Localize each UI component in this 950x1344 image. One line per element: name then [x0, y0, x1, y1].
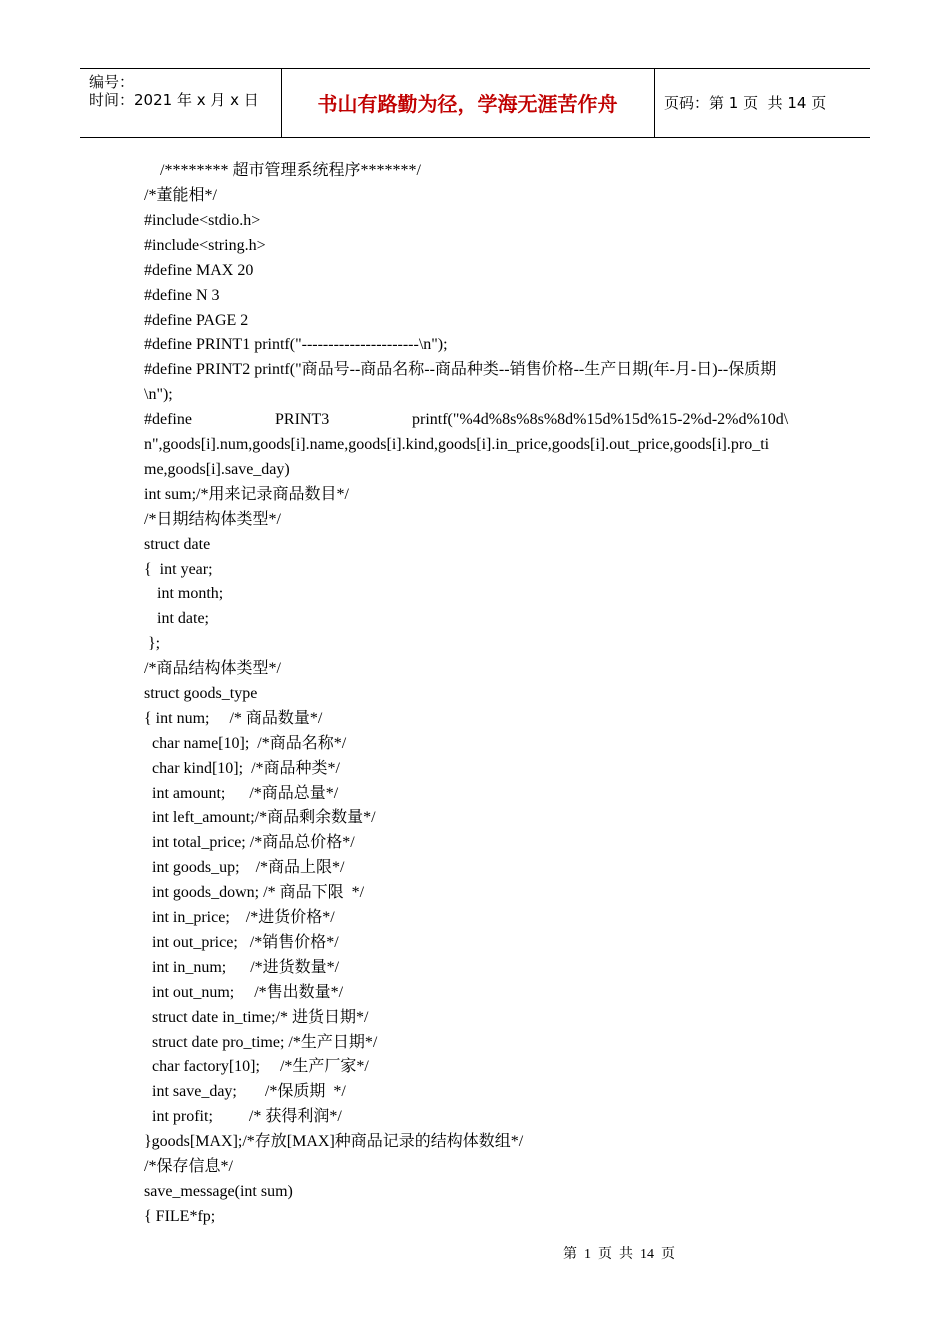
code-line: PRINT3	[275, 411, 330, 428]
code-line: { FILE*fp;	[144, 1208, 216, 1225]
code-line: #define PRINT2 printf("商品号--商品名称--商品种类--销售价格--生产日期(年-月-日)--保质期	[144, 361, 777, 378]
code-line: #define PRINT1 printf("----------------------\n");	[144, 336, 448, 353]
header-meta-cell	[80, 69, 282, 137]
code-line: #include<stdio.h>	[144, 212, 261, 229]
code-line: int sum;/*用来记录商品数目*/	[144, 486, 349, 503]
header-page-cell	[655, 69, 870, 137]
code-line: int out_num; /*售出数量*/	[152, 984, 344, 1001]
header-motto-cell	[281, 69, 655, 137]
number-label: 编号：	[89, 73, 135, 91]
code-line: int goods_down; /* 商品下限 */	[152, 884, 365, 901]
code-line: /*日期结构体类型*/	[144, 511, 281, 528]
motto: 书山有路勤为径，学海无涯苦作舟	[317, 92, 618, 116]
page-footer: 第 1 页 共 14 页	[563, 1247, 675, 1262]
code-line: printf("%4d%8s%8s%8d%15d%15d%15-2%d-2%d%10d\	[412, 411, 789, 428]
code-line: int in_num; /*进货数量*/	[152, 959, 340, 976]
code-line: #define	[144, 411, 192, 428]
code-line: }goods[MAX];/*存放[MAX]种商品记录的结构体数组*/	[144, 1133, 524, 1150]
page-info: 页码：第 1 页 共 14 页	[664, 94, 827, 112]
code-line: struct date	[144, 536, 211, 553]
code-line: char name[10]; /*商品名称*/	[152, 735, 347, 752]
code-line: struct date pro_time; /*生产日期*/	[152, 1034, 378, 1051]
code-line: n",goods[i].num,goods[i].name,goods[i].kind,goods[i].in_price,goods[i].out_price,goods[i].pro_ti	[144, 436, 770, 453]
code-line: int in_price; /*进货价格*/	[152, 909, 335, 926]
code-line: int goods_up; /*商品上限*/	[152, 859, 345, 876]
code-line: #define MAX 20	[144, 262, 254, 279]
code-line: int month;	[157, 585, 224, 602]
code-line: struct goods_type	[144, 685, 258, 702]
code-line: int profit; /* 获得利润*/	[152, 1108, 342, 1125]
time-label: 时间：2021 年 x 月 x 日	[89, 91, 259, 109]
code-line: me,goods[i].save_day)	[144, 461, 290, 478]
code-line: #include<string.h>	[144, 237, 266, 254]
code-line: /*商品结构体类型*/	[144, 660, 281, 677]
code-line: int out_price; /*销售价格*/	[152, 934, 339, 951]
code-line: int save_day; /*保质期 */	[152, 1083, 346, 1100]
code-line: #define PAGE 2	[144, 312, 249, 329]
code-line: #define N 3	[144, 287, 220, 304]
code-line: \n");	[144, 386, 173, 403]
code-line: char kind[10]; /*商品种类*/	[152, 760, 340, 777]
code-line: { int year;	[144, 561, 213, 578]
code-line: int amount; /*商品总量*/	[152, 785, 339, 802]
code-line: int date;	[157, 610, 209, 627]
code-line: };	[148, 635, 161, 652]
code-line: save_message(int sum)	[144, 1183, 293, 1200]
code-line: int total_price; /*商品总价格*/	[152, 834, 355, 851]
page-header	[80, 68, 870, 138]
code-line: /*董能相*/	[144, 187, 217, 204]
code-line: /*保存信息*/	[144, 1158, 233, 1175]
code-line: char factory[10]; /*生产厂家*/	[152, 1058, 369, 1075]
code-line: { int num; /* 商品数量*/	[144, 710, 323, 727]
code-line: struct date in_time;/* 进货日期*/	[152, 1009, 369, 1026]
code-line: int left_amount;/*商品剩余数量*/	[152, 809, 376, 826]
code-line: /******** 超市管理系统程序*******/	[160, 162, 421, 179]
